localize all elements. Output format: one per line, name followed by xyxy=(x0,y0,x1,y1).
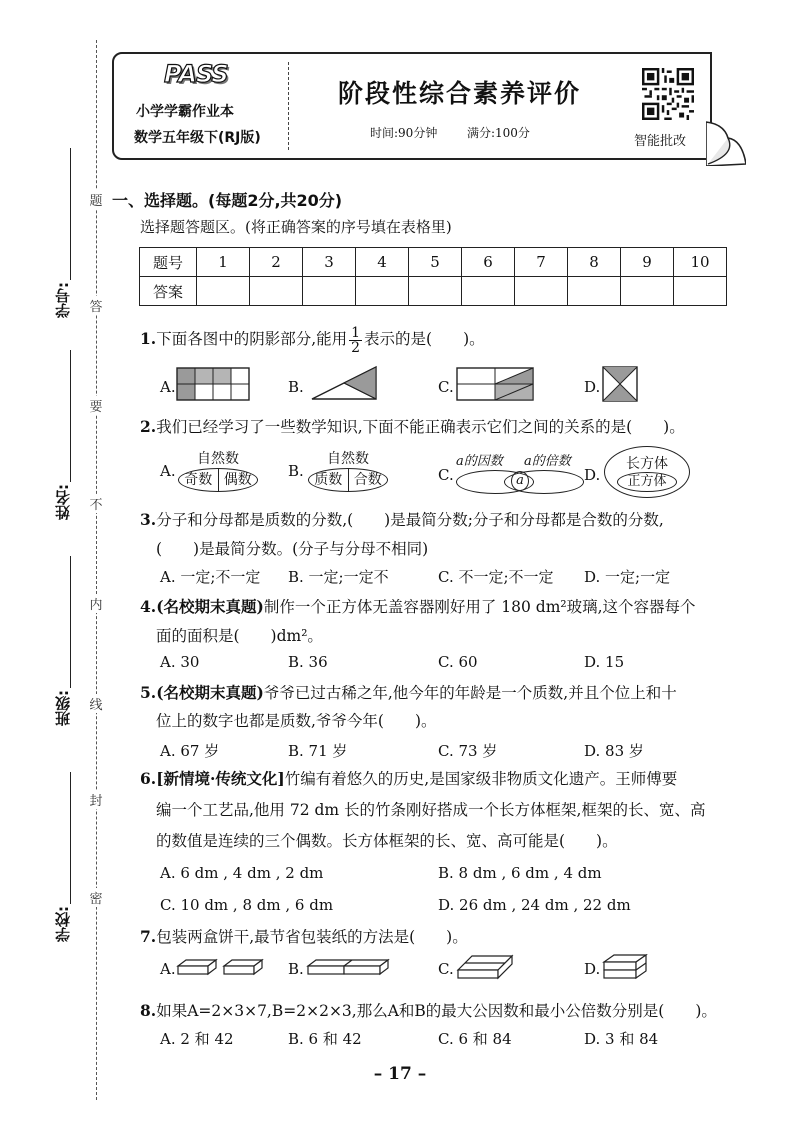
ellipse-left-label: 质数 xyxy=(309,469,349,491)
section-heading: 一、选择题。(每题2分,共20分) xyxy=(112,191,343,210)
brand-line1: 小学学霸作业本 xyxy=(136,104,234,120)
table-cell: 3 xyxy=(303,248,356,277)
option-label: C. xyxy=(438,378,454,396)
option-label: C. xyxy=(438,960,454,978)
option-a[interactable]: A. 6 dm , 4 dm , 2 dm xyxy=(160,864,324,882)
question-number: 1. xyxy=(140,329,157,348)
table-cell: 7 xyxy=(515,248,568,277)
question-6-line2: 编一个工艺品,他用 72 dm 长的竹条刚好搭成一个长方体框架,框架的长、宽、高 xyxy=(156,801,706,819)
option-d[interactable] xyxy=(584,960,600,978)
cuboid-cube-diagram xyxy=(604,446,690,498)
option-b[interactable] xyxy=(288,462,304,480)
question-8 xyxy=(140,994,717,1028)
option-a[interactable]: A. 30 xyxy=(160,653,200,671)
question-6-line3: 的数值是连续的三个偶数。长方体框架的长、宽、高可能是( )。 xyxy=(156,832,618,850)
answer-cell[interactable] xyxy=(462,277,515,306)
id-line xyxy=(70,148,71,280)
table-cell: 10 xyxy=(674,248,727,277)
qr-code-icon[interactable] xyxy=(642,68,694,120)
question-number: 2. xyxy=(140,417,157,436)
name-line xyxy=(70,350,71,482)
option-c[interactable] xyxy=(438,378,454,396)
header-box xyxy=(112,52,712,160)
option-label: B. xyxy=(288,378,304,396)
option-c[interactable] xyxy=(438,466,454,484)
question-5-line2: 位上的数字也都是质数,爷爷今年( )。 xyxy=(156,712,437,730)
option-label: A. xyxy=(160,378,176,396)
fraction xyxy=(349,326,362,355)
option-a[interactable]: A. 一定;不一定 xyxy=(160,568,261,586)
answer-cell[interactable] xyxy=(197,277,250,306)
option-d[interactable]: D. 26 dm , 24 dm , 22 dm xyxy=(438,896,631,914)
class-label: 班级: xyxy=(54,690,72,726)
option-label: B. xyxy=(288,462,304,480)
question-2 xyxy=(140,410,685,444)
seal-char: 不 xyxy=(84,494,108,513)
option-label: A. xyxy=(160,960,176,978)
question-7 xyxy=(140,920,468,954)
outer-label: 长方体 xyxy=(626,456,668,472)
ellipse-top-label: 自然数 xyxy=(327,451,369,467)
seal-char: 题 xyxy=(84,190,108,209)
table-cell: 8 xyxy=(568,248,621,277)
question-tag: [新情境·传统文化] xyxy=(156,769,285,788)
option-b[interactable] xyxy=(288,960,304,978)
boxes-end-to-end-icon xyxy=(306,956,392,980)
question-number: 5. xyxy=(140,683,157,702)
option-c[interactable]: C. 60 xyxy=(438,653,478,671)
seal-char: 密 xyxy=(84,888,108,907)
option-a[interactable] xyxy=(160,960,176,978)
question-text: 表示的是( )。 xyxy=(364,330,485,348)
option-a[interactable] xyxy=(160,462,176,480)
option-d[interactable] xyxy=(584,378,600,396)
question-text: 爷爷已过古稀之年,他今年的年龄是一个质数,并且个位上和十 xyxy=(263,684,677,702)
answer-cell[interactable] xyxy=(515,277,568,306)
multiple-label: a的倍数 xyxy=(524,454,571,469)
class-line xyxy=(70,556,71,688)
question-number: 3. xyxy=(140,510,157,529)
question-tag: (名校期末真题) xyxy=(156,683,264,702)
answer-cell[interactable] xyxy=(356,277,409,306)
ellipse-right-label: 偶数 xyxy=(223,472,252,488)
question-text: 竹编有着悠久的历史,是国家级非物质文化遗产。王师傅要 xyxy=(284,770,678,788)
qr-label: 智能批改 xyxy=(634,134,687,149)
option-c[interactable] xyxy=(438,960,454,978)
option-a[interactable] xyxy=(160,378,176,396)
boxes-separate-icon xyxy=(176,956,266,980)
question-text: 分子和分母都是质数的分数,( )是最简分数;分子和分母都是合数的分数, xyxy=(156,511,664,529)
seal-char: 要 xyxy=(84,396,108,415)
question-text: 制作一个正方体无盖容器刚好用了 180 dm²玻璃,这个容器每个 xyxy=(263,598,696,616)
table-header-label: 题号 xyxy=(140,248,197,277)
seal-char: 线 xyxy=(84,694,108,713)
option-label: C. xyxy=(438,466,454,484)
option-label: B. xyxy=(288,960,304,978)
ellipse-right-label: 合数 xyxy=(353,472,382,488)
table-row xyxy=(140,277,727,306)
boxes-side-by-side-icon xyxy=(456,952,516,982)
option-b[interactable]: B. 36 xyxy=(288,653,328,671)
grid-shaded-figure xyxy=(176,367,250,401)
answer-cell[interactable] xyxy=(568,277,621,306)
answer-cell[interactable] xyxy=(674,277,727,306)
option-label: A. xyxy=(160,462,176,480)
exam-time: 时间:90分钟 xyxy=(370,126,438,140)
question-tag: (名校期末真题) xyxy=(156,597,264,616)
answer-cell[interactable] xyxy=(303,277,356,306)
question-number: 6. xyxy=(140,769,157,788)
ellipse-top-label: 自然数 xyxy=(197,451,239,467)
intersection-label: a xyxy=(511,471,529,491)
school-line xyxy=(70,772,71,904)
question-text: 我们已经学习了一些数学知识,下面不能正确表示它们之间的关系的是( )。 xyxy=(156,418,685,436)
table-cell: 2 xyxy=(250,248,303,277)
natural-number-ellipse-a xyxy=(178,448,258,492)
option-b[interactable]: B. 71 岁 xyxy=(288,742,348,760)
factor-label: a的因数 xyxy=(456,454,503,469)
question-number: 4. xyxy=(140,597,157,616)
school-label: 学校: xyxy=(54,906,72,942)
page-curl-decoration xyxy=(706,120,746,166)
option-c[interactable]: C. 不一定;不一定 xyxy=(438,568,554,586)
table-cell: 6 xyxy=(462,248,515,277)
option-d[interactable]: D. 83 岁 xyxy=(584,742,644,760)
question-1 xyxy=(140,322,485,356)
answer-table xyxy=(139,247,727,306)
question-text: 下面各图中的阴影部分,能用 xyxy=(156,330,348,348)
option-b[interactable]: B. 一定;一定不 xyxy=(288,568,389,586)
brand-line2: 数学五年级下(RJ版) xyxy=(134,130,261,146)
option-b[interactable]: B. 6 和 42 xyxy=(288,1030,362,1048)
fraction-numerator: 1 xyxy=(351,324,361,341)
page-number: – 17 – xyxy=(373,1064,427,1084)
section-hint: 选择题答题区。(将正确答案的序号填在表格里) xyxy=(140,218,452,236)
pass-logo: PASS xyxy=(164,60,228,88)
option-d[interactable]: D. 15 xyxy=(584,653,625,671)
option-b[interactable]: B. 8 dm , 6 dm , 4 dm xyxy=(438,864,602,882)
question-6 xyxy=(140,762,677,796)
seal-char: 封 xyxy=(84,790,108,809)
name-label: 姓名: xyxy=(54,484,72,520)
table-cell: 5 xyxy=(409,248,462,277)
square-shaded-figure xyxy=(602,366,638,402)
table-cell: 9 xyxy=(621,248,674,277)
question-number: 8. xyxy=(140,1001,157,1020)
option-label: D. xyxy=(584,466,601,484)
table-cell: 4 xyxy=(356,248,409,277)
option-d[interactable]: D. 一定;一定 xyxy=(584,568,671,586)
option-a[interactable]: A. 2 和 42 xyxy=(160,1030,234,1048)
table-row xyxy=(140,248,727,277)
option-d[interactable]: D. 3 和 84 xyxy=(584,1030,659,1048)
answer-cell[interactable] xyxy=(621,277,674,306)
question-3-line2: ( )是最简分数。(分子与分母不相同) xyxy=(156,540,429,558)
answer-cell[interactable] xyxy=(250,277,303,306)
table-answer-label: 答案 xyxy=(140,277,197,306)
fraction-denominator: 2 xyxy=(351,339,361,356)
seal-char: 答 xyxy=(84,296,108,315)
question-number: 7. xyxy=(140,927,157,946)
page-title: 阶段性综合素养评价 xyxy=(338,79,582,108)
option-c[interactable]: C. 6 和 84 xyxy=(438,1030,512,1048)
question-4-line2: 面的面积是( )dm²。 xyxy=(156,627,323,645)
option-label: D. xyxy=(584,960,601,978)
table-cell: 1 xyxy=(197,248,250,277)
question-text: 包装两盒饼干,最节省包装纸的方法是( )。 xyxy=(156,928,468,946)
exam-score: 满分:100分 xyxy=(466,126,530,140)
option-c[interactable]: C. 10 dm , 8 dm , 6 dm xyxy=(160,896,334,914)
option-c[interactable]: C. 73 岁 xyxy=(438,742,498,760)
option-b[interactable] xyxy=(288,378,304,396)
seal-char: 内 xyxy=(84,594,108,613)
question-text: 如果A=2×3×7,B=2×2×3,那么A和B的最大公因数和最小公倍数分别是( )。 xyxy=(156,1002,717,1020)
header-divider xyxy=(288,62,289,150)
answer-cell[interactable] xyxy=(409,277,462,306)
triangle-shaded-figure xyxy=(310,365,392,401)
option-a[interactable]: A. 67 岁 xyxy=(160,742,220,760)
id-label: 学号: xyxy=(54,282,72,318)
option-d[interactable] xyxy=(584,466,600,484)
natural-number-ellipse-b xyxy=(308,448,388,492)
exam-meta xyxy=(370,124,530,141)
rect-shaded-figure xyxy=(456,367,534,401)
option-label: D. xyxy=(584,378,601,396)
boxes-stacked-icon xyxy=(602,952,650,982)
inner-label: 正方体 xyxy=(617,472,677,492)
ellipse-left-label: 奇数 xyxy=(179,469,219,491)
factor-multiple-diagram xyxy=(454,450,584,494)
